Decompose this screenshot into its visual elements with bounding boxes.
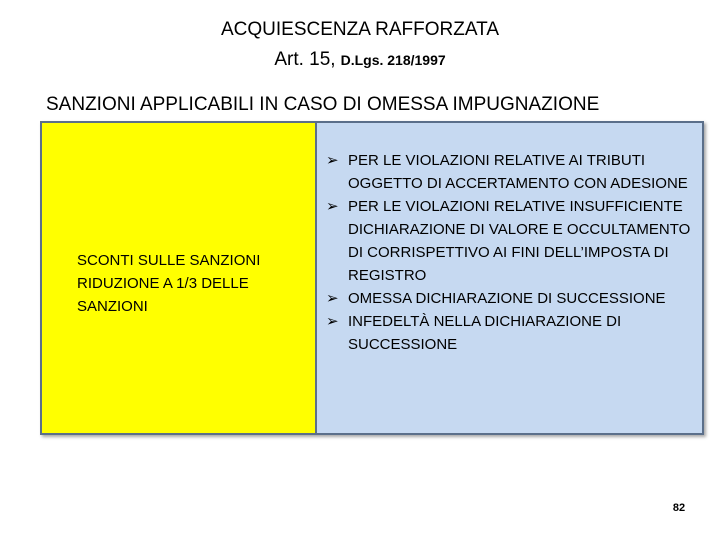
content-panel (40, 121, 704, 435)
arrow-bullet-icon: ➢ (326, 152, 339, 169)
arrow-bullet-icon: ➢ (326, 290, 339, 307)
subtitle-decree-reference: D.Lgs. 218/1997 (340, 52, 446, 68)
list-item-text: PER LE VIOLAZIONI RELATIVE AI TRIBUTI OGGETTO DI ACCERTAMENTO CON ADESIONE (348, 152, 688, 192)
subtitle-article: Art. 15, (274, 49, 336, 70)
list-item-text: OMESSA DICHIARAZIONE DI SUCCESSIONE (348, 290, 666, 307)
list-item (326, 287, 696, 310)
list-item (326, 195, 696, 287)
list-item (326, 149, 696, 195)
slide-title: ACQUIESCENZA RAFFORZATA (221, 19, 499, 40)
arrow-bullet-icon: ➢ (326, 198, 339, 215)
list-item-text: INFEDELTÀ NELLA DICHIARAZIONE DI SUCCESSIONE (348, 313, 622, 353)
violation-list (326, 149, 696, 356)
sanction-discount-box (42, 123, 317, 433)
section-title: SANZIONI APPLICABILI IN CASO DI OMESSA IMPUGNAZIONE (46, 94, 600, 115)
slide-subtitle (0, 48, 720, 71)
sanction-discount-text (77, 249, 317, 318)
page-number: 82 (672, 502, 686, 514)
sanction-discount-line: SANZIONI (77, 298, 148, 315)
sanction-discount-line: RIDUZIONE A 1/3 DELLE (77, 275, 249, 292)
arrow-bullet-icon: ➢ (326, 313, 339, 330)
list-item-text: PER LE VIOLAZIONI RELATIVE INSUFFICIENTE DICHIARAZIONE DI VALORE E OCCULTAMENTO DI CORRISPETTIVO AI FINI DELL’IMPOSTA DI REGISTRO (348, 198, 691, 284)
list-item (326, 310, 696, 356)
sanction-discount-line: SCONTI SULLE SANZIONI (77, 252, 261, 269)
